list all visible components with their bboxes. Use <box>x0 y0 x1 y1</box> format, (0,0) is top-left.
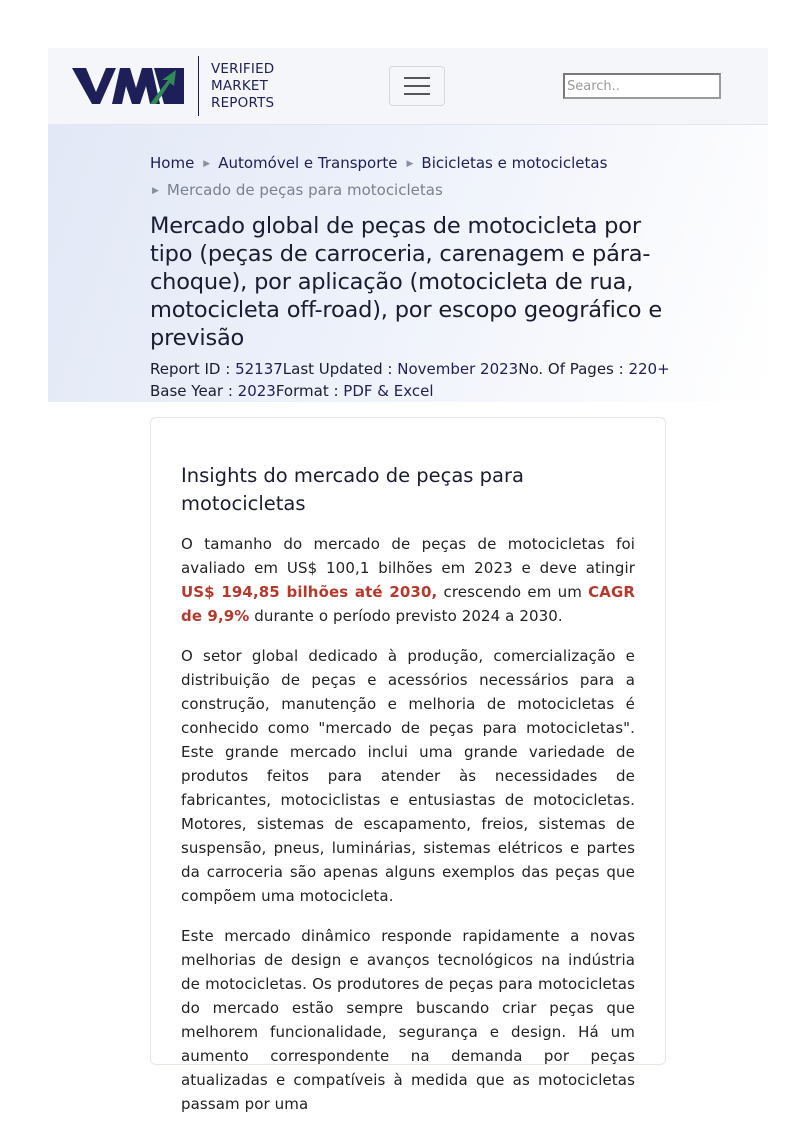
p1-highlight-value: US$ 194,85 bilhões até 2030, <box>181 583 438 601</box>
vmr-logo-mark-icon <box>72 66 184 106</box>
chevron-right-icon: ▶ <box>406 159 414 169</box>
search-input[interactable] <box>563 73 721 99</box>
p1-text-e: durante o período previsto 2024 a 2030. <box>249 607 563 625</box>
base-year-label: Base Year : <box>150 382 238 400</box>
insights-paragraph-2: O setor global dedicado à produção, comercialização e distribuição de peças e acessórios necessários para a construção, manutenção e melhoria de motocicletas é conhecido como "mercado de peças para motocicletas". Este grande mercado inclui uma grande variedade de produtos feitos para atender às necessidades de fabricantes, motociclistas e entusiastas de motocicletas. Motores, sistemas de escapamento, freios, sistemas de suspensão, pneus, luminárias, sistemas elétricos e partes da carroceria são apenas alguns exemplos das peças que compõem uma motocicleta. <box>181 647 635 905</box>
p1-text-c: crescendo em um <box>437 583 589 601</box>
insights-paragraph-3: Este mercado dinâmico responde rapidamente a novas melhorias de design e avanços tecnológicos na indústria de motocicletas. Os produtores de peças para motocicletas do mercado estão sempre buscando criar peças que melhorem funcionalidade, segurança e design. Há um aumento correspondente na demanda por peças atualizadas e compatíveis à medida que as motocicletas passam por uma <box>181 927 635 1113</box>
page-title: Mercado global de peças de motocicleta por tipo (peças de carroceria, carenagem e pára-choque), por aplicação (motocicleta de rua, motocicleta off-road), por escopo geográfico e previsão <box>150 213 662 351</box>
pages-value: 220+ <box>628 360 670 378</box>
report-id-label: Report ID : <box>150 360 236 378</box>
logo-word-market: MARKET <box>211 77 269 94</box>
logo-wordmark <box>211 61 274 112</box>
pages-label: No. Of Pages : <box>518 360 629 378</box>
breadcrumb-current: Mercado de peças para motocicletas <box>166 181 443 199</box>
report-meta <box>150 358 670 402</box>
chevron-right-icon: ▶ <box>152 186 159 196</box>
site-logo[interactable] <box>72 56 274 116</box>
format-label: Format : <box>275 382 344 400</box>
logo-word-reports: REPORTS <box>211 94 275 111</box>
insights-heading: Insights do mercado de peças para motocicletas <box>181 464 524 515</box>
report-id-value: 52137 <box>235 360 283 378</box>
logo-word-verified: VERIFIED <box>211 60 275 77</box>
report-hero <box>48 125 768 402</box>
updated-value: November 2023 <box>397 360 519 378</box>
insights-card <box>150 417 666 1113</box>
format-value: PDF & Excel <box>343 382 434 400</box>
breadcrumb <box>150 151 670 205</box>
breadcrumb-bikes[interactable]: Bicicletas e motocicletas <box>421 154 608 172</box>
base-year-value: 2023 <box>237 382 276 400</box>
insights-paragraph-1 <box>181 532 635 628</box>
top-navbar <box>48 48 768 125</box>
breadcrumb-home[interactable]: Home <box>150 154 195 172</box>
updated-label: Last Updated : <box>282 360 398 378</box>
hamburger-bar <box>404 77 430 79</box>
logo-divider <box>198 56 199 116</box>
chevron-right-icon: ▶ <box>203 159 211 169</box>
hamburger-bar <box>404 85 430 87</box>
breadcrumb-automotive[interactable]: Automóvel e Transporte <box>218 154 398 172</box>
hamburger-bar <box>404 93 430 95</box>
page <box>48 48 768 402</box>
hamburger-menu-button[interactable] <box>389 66 445 106</box>
p1-highlight-cagr: CAGR de 9,9% <box>181 583 636 625</box>
p1-text-a: O tamanho do mercado de peças de motocicletas foi avaliado em US$ 100,1 bilhões em 2023 e deve atingir <box>181 535 635 577</box>
